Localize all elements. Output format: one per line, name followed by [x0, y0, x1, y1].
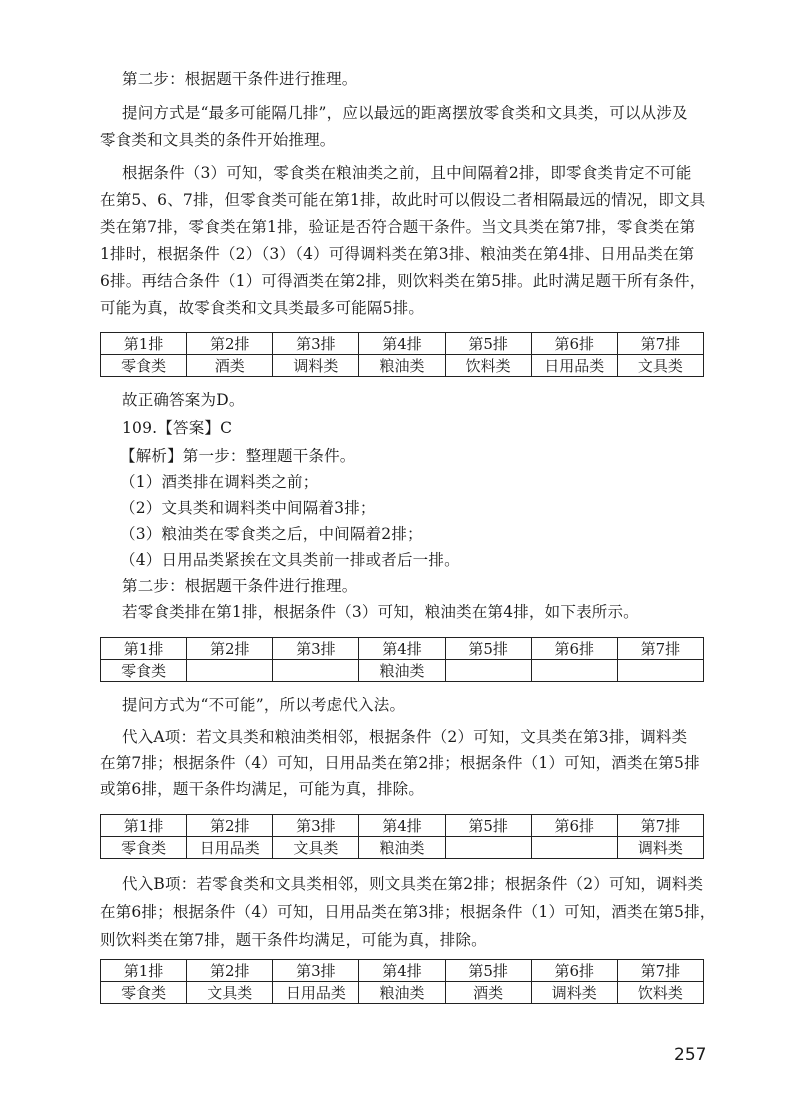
- table-header-cell: 第1排: [101, 815, 187, 837]
- table-header-cell: 第6排: [531, 960, 617, 982]
- answer-line: 故正确答案为D。: [122, 391, 245, 409]
- arrangement-table-4: [100, 959, 704, 1004]
- table-cell: 酒类: [187, 355, 273, 377]
- table-cell: [445, 660, 531, 682]
- step-two-heading: 第二步：根据题干条件进行推理。: [122, 577, 358, 595]
- paragraph-line: 在第5、6、7排，但零食类可能在第1排，故此时可以假设二者相隔最远的情况，即文具: [100, 191, 706, 209]
- condition-line: （2）文具类和调料类中间隔着3排；: [120, 499, 376, 517]
- table-header-cell: 第2排: [187, 960, 273, 982]
- arrangement-table-3: [100, 814, 704, 859]
- table-header-cell: 第6排: [531, 815, 617, 837]
- table-cell: 调料类: [617, 837, 703, 859]
- table-header-cell: 第5排: [445, 960, 531, 982]
- paragraph-line: 6排。再结合条件（1）可得酒类在第2排，则饮料类在第5排。此时满足题干所有条件，: [100, 272, 706, 290]
- condition-line: （1）酒类排在调料类之前；: [120, 473, 319, 491]
- table-header-cell: 第7排: [617, 815, 703, 837]
- table-header-cell: 第6排: [531, 333, 617, 355]
- table-cell: 调料类: [531, 982, 617, 1004]
- q109-answer: 109.【答案】C: [122, 419, 233, 437]
- table-header-cell: 第6排: [531, 638, 617, 660]
- arrangement-table-2: [100, 637, 704, 682]
- table-header-cell: 第2排: [187, 333, 273, 355]
- table-cell: [187, 660, 273, 682]
- table-header-cell: 第2排: [187, 815, 273, 837]
- option-b-line: 在第6排；根据条件（4）可知，日用品类在第3排；根据条件（1）可知，酒类在第5排，: [100, 903, 716, 921]
- table-header-cell: 第3排: [273, 638, 359, 660]
- table-cell: [531, 837, 617, 859]
- paragraph-line: 1排时，根据条件（2）（3）（4）可得调料类在第3排、粮油类在第4排、日用品类在第: [100, 245, 695, 263]
- table-cell: 粮油类: [359, 660, 445, 682]
- table-header-cell: 第3排: [273, 333, 359, 355]
- option-b-line: 则饮料类在第7排，题干条件均满足，可能为真，排除。: [100, 931, 487, 949]
- paragraph-line: 提问方式为“不可能”，所以考虑代入法。: [122, 696, 406, 714]
- table-cell: 饮料类: [617, 982, 703, 1004]
- page-number: 257: [674, 1045, 707, 1065]
- table-header-cell: 第4排: [359, 333, 445, 355]
- table-cell: [617, 660, 703, 682]
- table-cell: 日用品类: [273, 982, 359, 1004]
- table-header-cell: 第4排: [359, 638, 445, 660]
- table-cell: 酒类: [445, 982, 531, 1004]
- table-cell: [445, 837, 531, 859]
- table-header-cell: 第3排: [273, 960, 359, 982]
- table-header-cell: 第4排: [359, 815, 445, 837]
- table-cell: 日用品类: [531, 355, 617, 377]
- table-cell: 粮油类: [359, 982, 445, 1004]
- table-cell: 调料类: [273, 355, 359, 377]
- table-cell: [531, 660, 617, 682]
- table-cell: 文具类: [273, 837, 359, 859]
- paragraph-line: 根据条件（3）可知，零食类在粮油类之前，且中间隔着2排，即零食类肯定不可能: [122, 164, 692, 182]
- paragraph-line: 零食类和文具类的条件开始推理。: [100, 131, 336, 149]
- table-header-cell: 第5排: [445, 333, 531, 355]
- table-cell: 粮油类: [359, 355, 445, 377]
- option-a-line: 在第7排；根据条件（4）可知，日用品类在第2排；根据条件（1）可知，酒类在第5排: [100, 754, 700, 772]
- condition-line: （4）日用品类紧挨在文具类前一排或者后一排。: [120, 551, 460, 569]
- paragraph-line: 提问方式是“最多可能隔几排”，应以最远的距离摆放零食类和文具类，可以从涉及: [122, 104, 688, 122]
- table-cell: 文具类: [187, 982, 273, 1004]
- table-header-cell: 第3排: [273, 815, 359, 837]
- table-cell: 零食类: [101, 355, 187, 377]
- table-header-cell: 第4排: [359, 960, 445, 982]
- table-header-cell: 第5排: [445, 815, 531, 837]
- paragraph-line: 若零食类排在第1排，根据条件（3）可知，粮油类在第4排，如下表所示。: [122, 603, 639, 621]
- table-header-cell: 第1排: [101, 638, 187, 660]
- table-cell: 零食类: [101, 837, 187, 859]
- option-a-line: 或第6排，题干条件均满足，可能为真，排除。: [100, 780, 425, 798]
- table-cell: 文具类: [617, 355, 703, 377]
- option-a-line: 代入A项：若文具类和粮油类相邻，根据条件（2）可知，文具类在第3排，调料类: [122, 728, 688, 746]
- table-cell: 日用品类: [187, 837, 273, 859]
- table-cell: 饮料类: [445, 355, 531, 377]
- arrangement-table-1: [100, 332, 704, 377]
- table-cell: 零食类: [101, 982, 187, 1004]
- table-header-cell: 第1排: [101, 960, 187, 982]
- table-cell: 零食类: [101, 660, 187, 682]
- table-header-cell: 第1排: [101, 333, 187, 355]
- table-header-cell: 第2排: [187, 638, 273, 660]
- table-header-cell: 第7排: [617, 960, 703, 982]
- table-cell: 粮油类: [359, 837, 445, 859]
- table-cell: [273, 660, 359, 682]
- step-two-heading: 第二步：根据题干条件进行推理。: [122, 70, 358, 88]
- analysis-heading: 【解析】第一步：整理题干条件。: [120, 447, 356, 465]
- table-header-cell: 第7排: [617, 333, 703, 355]
- paragraph-line: 类在第7排，零食类在第1排，验证是否符合题干条件。当文具类在第7排，零食类在第: [100, 218, 696, 236]
- option-b-line: 代入B项：若零食类和文具类相邻，则文具类在第2排；根据条件（2）可知，调料类: [122, 875, 704, 893]
- condition-line: （3）粮油类在零食类之后，中间隔着2排；: [120, 525, 423, 543]
- paragraph-line: 可能为真，故零食类和文具类最多可能隔5排。: [100, 299, 425, 317]
- table-header-cell: 第5排: [445, 638, 531, 660]
- table-header-cell: 第7排: [617, 638, 703, 660]
